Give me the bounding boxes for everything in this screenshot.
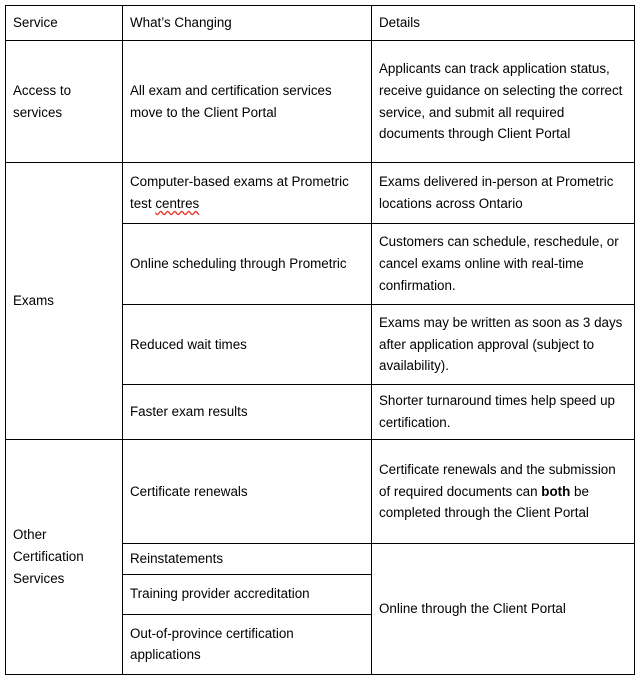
- change-cell-online-scheduling: Online scheduling through Prometric: [123, 224, 372, 305]
- details-emphasis-both: both: [541, 483, 571, 499]
- change-cell-reduced-wait-times: Reduced wait times: [123, 305, 372, 385]
- column-header-details: Details: [372, 6, 635, 41]
- table-row: [6, 41, 635, 163]
- change-text-part: Computer-based exams at Prometric test: [130, 174, 349, 211]
- details-cell-reduced-wait-times: Exams may be written as soon as 3 days after application approval (subject to availability).: [372, 305, 635, 385]
- table-row: [6, 440, 635, 544]
- change-cell-certificate-renewals: Certificate renewals: [123, 440, 372, 544]
- change-cell-computer-based-exams: [123, 163, 372, 224]
- service-group-access-to-services: Access to services: [6, 41, 123, 163]
- table-header: [6, 6, 635, 41]
- change-cell-out-of-province-applications: Out-of-province certification applications: [123, 614, 372, 674]
- details-cell-certificate-renewals: [372, 440, 635, 544]
- details-cell-faster-exam-results: Shorter turnaround times help speed up certification.: [372, 385, 635, 440]
- details-cell-computer-based-exams: Exams delivered in-person at Prometric locations across Ontario: [372, 163, 635, 224]
- table-header-row: [6, 6, 635, 41]
- details-cell-online-through-client-portal: Online through the Client Portal: [372, 544, 635, 675]
- service-group-exams: Exams: [6, 163, 123, 440]
- table-row: [6, 163, 635, 224]
- change-cell-reinstatements: Reinstatements: [123, 544, 372, 575]
- change-cell-training-provider-accreditation: Training provider accreditation: [123, 574, 372, 614]
- details-cell-access-move-to-portal: Applicants can track application status, receive guidance on selecting the correct service, and submit all required documents through Client Portal: [372, 41, 635, 163]
- change-cell-faster-exam-results: Faster exam results: [123, 385, 372, 440]
- spellcheck-misspelled-word[interactable]: centres: [155, 196, 200, 211]
- column-header-whats-changing: What’s Changing: [123, 6, 372, 41]
- change-cell-access-move-to-portal: All exam and certification services move to the Client Portal: [123, 41, 372, 163]
- details-text-part: be completed through the Client Portal: [379, 483, 589, 521]
- service-group-other-certification-services: Other Certification Services: [6, 440, 123, 675]
- table-body: [6, 41, 635, 675]
- column-header-service: Service: [6, 6, 123, 41]
- service-changes-table: [5, 5, 635, 675]
- details-cell-online-scheduling: Customers can schedule, reschedule, or cancel exams online with real-time confirmation.: [372, 224, 635, 305]
- details-text-part: Certificate renewals and the submission of required documents can: [379, 461, 616, 499]
